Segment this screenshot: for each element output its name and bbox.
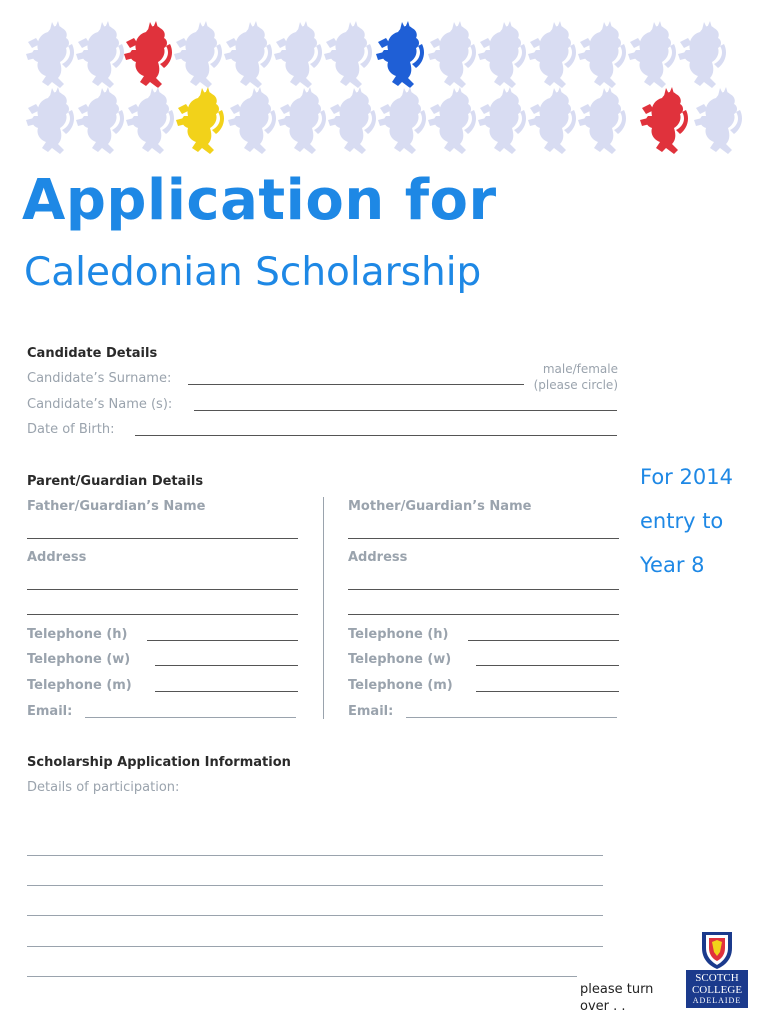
lion-icon	[122, 86, 174, 158]
father-tel-m-field[interactable]	[155, 691, 298, 692]
lion-icon	[474, 20, 526, 92]
lion-icon	[524, 20, 576, 92]
lion-icon	[574, 20, 626, 92]
entry-line-3: Year 8	[640, 553, 705, 577]
turn-line-1: please turn	[580, 982, 654, 997]
mother-address-label: Address	[348, 550, 408, 565]
parent-details-heading: Parent/Guardian Details	[27, 474, 204, 489]
mother-address-field-1[interactable]	[348, 589, 619, 590]
participation-line-4[interactable]	[27, 946, 603, 947]
lion-icon	[22, 86, 74, 158]
mother-tel-m-label: Telephone (m)	[348, 678, 453, 693]
dob-label: Date of Birth:	[27, 422, 115, 437]
lion-red-icon	[120, 20, 172, 92]
turn-line-2: over . .	[580, 999, 626, 1014]
lion-icon	[22, 20, 74, 92]
father-email-label: Email:	[27, 704, 73, 719]
participation-line-2[interactable]	[27, 885, 603, 886]
father-address-field-1[interactable]	[27, 589, 298, 590]
entry-line-2: entry to	[640, 509, 724, 533]
lion-icon	[524, 86, 576, 158]
mother-email-field[interactable]	[406, 717, 617, 718]
lion-icon	[72, 20, 124, 92]
mother-tel-m-field[interactable]	[476, 691, 619, 692]
lion-icon	[424, 20, 476, 92]
participation-line-3[interactable]	[27, 915, 603, 916]
lion-red-icon	[636, 86, 688, 158]
dob-field[interactable]	[135, 435, 617, 436]
participation-line-1[interactable]	[27, 855, 603, 856]
father-email-field[interactable]	[85, 717, 296, 718]
mother-tel-w-label: Telephone (w)	[348, 652, 452, 667]
mother-name-field[interactable]	[348, 538, 619, 539]
school-logo	[684, 930, 750, 1010]
father-tel-w-field[interactable]	[155, 665, 298, 666]
logo-line-2: COLLEGE	[691, 984, 743, 996]
father-tel-h-label: Telephone (h)	[27, 627, 128, 642]
mother-tel-w-field[interactable]	[476, 665, 619, 666]
mother-address-field-2[interactable]	[348, 614, 619, 615]
lion-icon	[270, 20, 322, 92]
surname-label: Candidate’s Surname:	[27, 371, 172, 386]
page-subtitle: Caledonian Scholarship	[24, 250, 482, 295]
participation-label: Details of participation:	[27, 780, 180, 795]
father-tel-m-label: Telephone (m)	[27, 678, 132, 693]
please-turn-over	[580, 981, 653, 1015]
lion-icon	[320, 20, 372, 92]
father-address-label: Address	[27, 550, 87, 565]
lion-icon	[474, 86, 526, 158]
lion-icon	[224, 86, 276, 158]
entry-line-1: For 2014	[640, 465, 733, 489]
surname-field[interactable]	[188, 384, 524, 385]
father-tel-h-field[interactable]	[147, 640, 298, 641]
candidate-name-field[interactable]	[194, 410, 617, 411]
father-name-label: Father/Guardian’s Name	[27, 499, 206, 514]
lion-icon	[674, 20, 726, 92]
father-tel-w-label: Telephone (w)	[27, 652, 131, 667]
candidate-details-heading: Candidate Details	[27, 346, 158, 361]
lion-icon	[72, 86, 124, 158]
logo-line-3: ADELAIDE	[692, 996, 742, 1005]
lion-banner-bottom	[0, 86, 770, 166]
participation-line-5[interactable]	[27, 976, 577, 977]
candidate-name-label: Candidate’s Name (s):	[27, 397, 173, 412]
gender-note-line2: (please circle)	[533, 378, 618, 392]
lion-icon	[324, 86, 376, 158]
lion-icon	[424, 86, 476, 158]
gender-note-line1: male/female	[542, 362, 618, 376]
lion-icon	[624, 20, 676, 92]
lion-blue-icon	[372, 20, 424, 92]
logo-line-1: SCOTCH	[695, 972, 739, 984]
father-name-field[interactable]	[27, 538, 298, 539]
mother-tel-h-field[interactable]	[468, 640, 619, 641]
lion-icon	[574, 86, 626, 158]
mother-tel-h-label: Telephone (h)	[348, 627, 449, 642]
lion-yellow-icon	[172, 86, 224, 158]
mother-email-label: Email:	[348, 704, 394, 719]
lion-icon	[274, 86, 326, 158]
school-crest-icon	[684, 930, 750, 970]
logo-text-block	[686, 970, 748, 1008]
lion-icon	[170, 20, 222, 92]
lion-icon	[690, 86, 742, 158]
column-divider	[323, 497, 324, 719]
father-address-field-2[interactable]	[27, 614, 298, 615]
mother-name-label: Mother/Guardian’s Name	[348, 499, 532, 514]
lion-icon	[220, 20, 272, 92]
scholarship-heading: Scholarship Application Information	[27, 755, 291, 770]
lion-icon	[374, 86, 426, 158]
gender-note	[518, 361, 618, 393]
page-title: Application for	[22, 168, 497, 233]
